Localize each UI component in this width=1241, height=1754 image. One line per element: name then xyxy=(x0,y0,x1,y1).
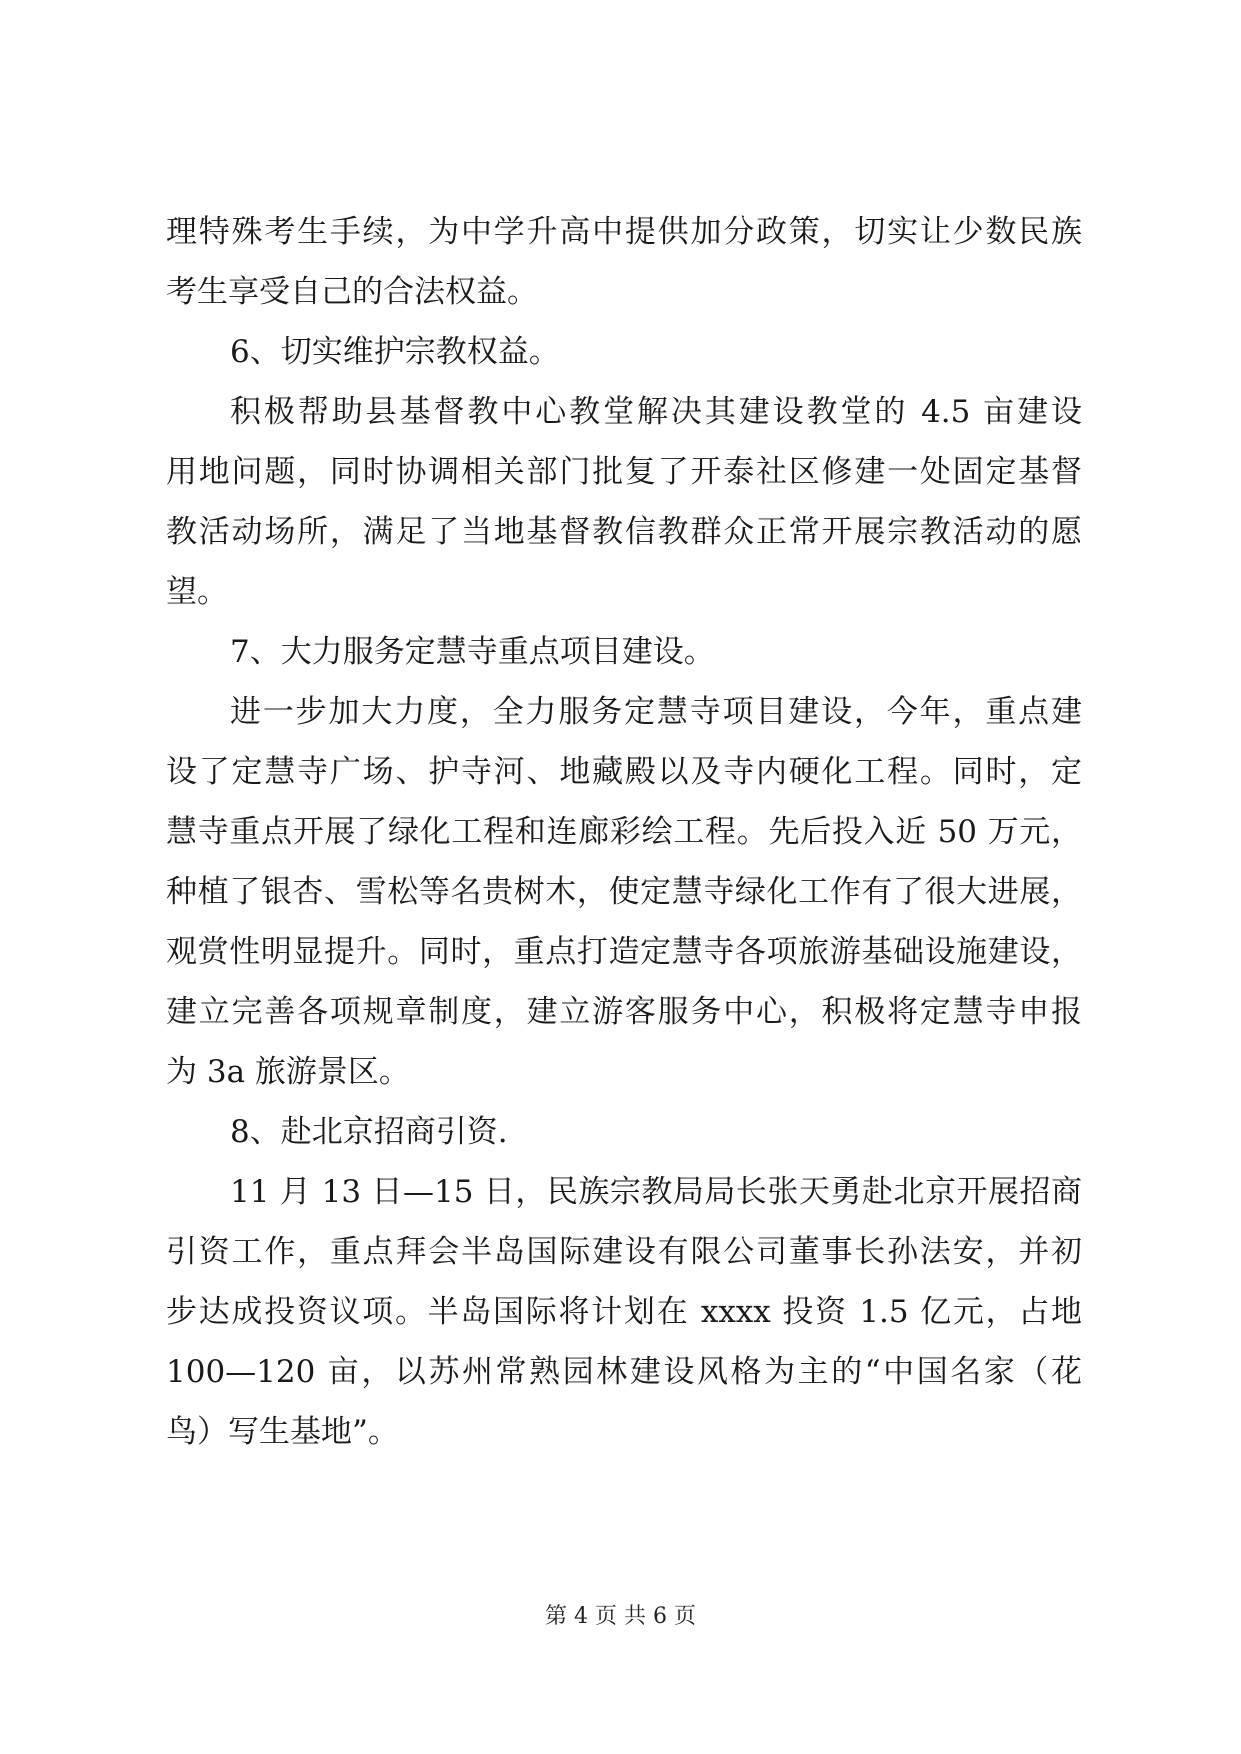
paragraph-line: 100—120 亩，以苏州常熟园林建设风格为主的“中国名家（花 xyxy=(166,1354,1082,1390)
paragraph-line: 鸟）写生基地”。 xyxy=(166,1414,399,1450)
paragraph-line: 进一步加大力度，全力服务定慧寺项目建设，今年，重点建 xyxy=(230,694,1082,730)
paragraph-line: 设了定慧寺广场、护寺河、地藏殿以及寺内硬化工程。同时，定 xyxy=(166,754,1082,790)
paragraph-line: 引资工作，重点拜会半岛国际建设有限公司董事长孙法安，并初 xyxy=(166,1234,1082,1270)
paragraph-line: 步达成投资议项。半岛国际将计划在 xxxx 投资 1.5 亿元，占地 xyxy=(166,1294,1082,1330)
paragraph-line: 望。 xyxy=(166,574,228,610)
paragraph-line: 理特殊考生手续，为中学升高中提供加分政策，切实让少数民族 xyxy=(166,214,1082,250)
paragraph-line: 教活动场所，满足了当地基督教信教群众正常开展宗教活动的愿 xyxy=(166,514,1082,550)
paragraph-line: 考生享受自己的合法权益。 xyxy=(166,274,538,310)
paragraph-line: 观赏性明显提升。同时，重点打造定慧寺各项旅游基础设施建设， xyxy=(166,934,1082,970)
section-heading: 6、切实维护宗教权益。 xyxy=(230,334,560,370)
paragraph-line: 积极帮助县基督教中心教堂解决其建设教堂的 4.5 亩建设 xyxy=(230,394,1082,430)
paragraph-line: 为 3a 旅游景区。 xyxy=(166,1054,410,1090)
paragraph-line: 种植了银杏、雪松等名贵树木，使定慧寺绿化工作有了很大进展， xyxy=(166,874,1082,910)
section-heading: 7、大力服务定慧寺重点项目建设。 xyxy=(230,634,715,670)
paragraph-line: 11 月 13 日—15 日，民族宗教局局长张天勇赴北京开展招商 xyxy=(230,1174,1082,1210)
paragraph-line: 慧寺重点开展了绿化工程和连廊彩绘工程。先后投入近 50 万元， xyxy=(166,814,1082,850)
paragraph-line: 建立完善各项规章制度，建立游客服务中心，积极将定慧寺申报 xyxy=(166,994,1082,1030)
paragraph-line: 用地问题，同时协调相关部门批复了开泰社区修建一处固定基督 xyxy=(166,454,1082,490)
section-heading: 8、赴北京招商引资. xyxy=(230,1114,508,1150)
page-number-footer: 第 4 页 共 6 页 xyxy=(545,1604,696,1629)
